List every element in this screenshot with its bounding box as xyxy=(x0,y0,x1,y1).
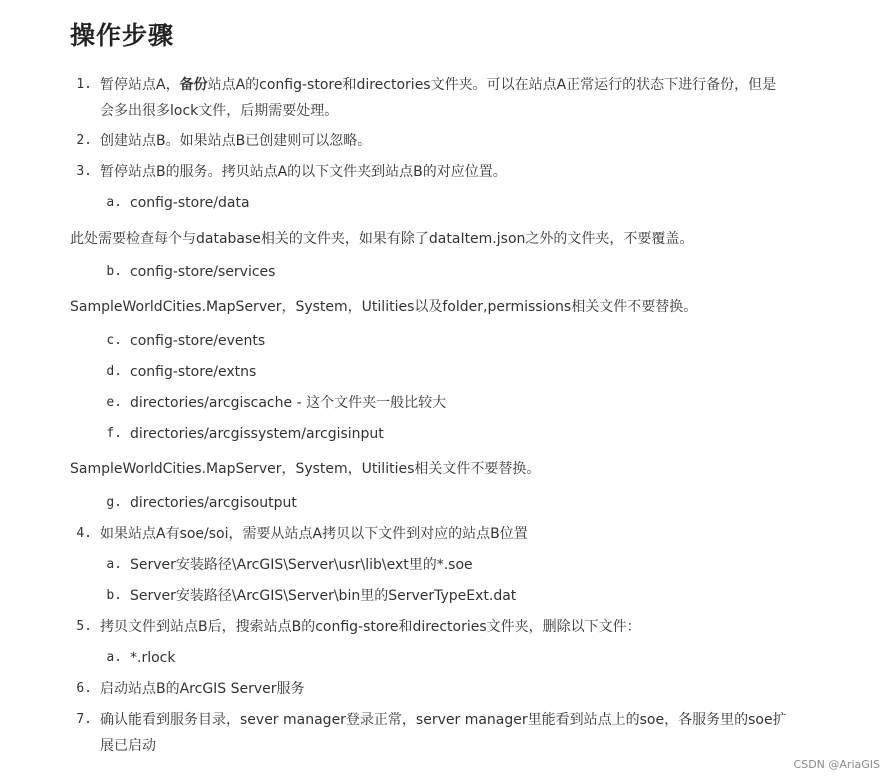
step-number: 5. xyxy=(76,619,92,634)
sub-item-letter: d. xyxy=(106,364,122,379)
step-number: 1. xyxy=(76,77,92,92)
page-title: 操作步骤 xyxy=(70,21,175,50)
sub-item-text: config-store/data xyxy=(130,195,250,211)
sub-item-letter: a. xyxy=(106,650,122,665)
sub-item-text: config-store/extns xyxy=(130,364,257,380)
sub-item-letter: g. xyxy=(106,495,122,510)
sub-item-text: *.rlock xyxy=(130,650,176,666)
step-number: 7. xyxy=(76,712,92,727)
step-text: 暂停站点B的服务。拷贝站点A的以下文件夹到站点B的对应位置。 xyxy=(100,164,507,180)
step-number: 2. xyxy=(76,133,92,148)
sub-item-text: directories/arcgiscache - 这个文件夹一般比较大 xyxy=(130,395,447,411)
step-text-bold: 备份 xyxy=(179,77,208,93)
sub-item-text: directories/arcgissystem/arcgisinput xyxy=(130,426,384,442)
sub-item-letter: b. xyxy=(106,264,122,279)
sub-item-letter: a. xyxy=(106,557,122,572)
step-text-continued: 展已启动 xyxy=(100,738,156,754)
watermark-text: CSDN @AriaGIS xyxy=(793,758,880,771)
step-number: 3. xyxy=(76,164,92,179)
sub-item-text: Server安装路径\ArcGIS\Server\bin里的ServerTypeExt.dat xyxy=(130,588,517,604)
sub-item-letter: f. xyxy=(106,426,122,441)
sub-item-text: config-store/services xyxy=(130,264,276,280)
sub-item-text: Server安装路径\ArcGIS\Server\usr\lib\ext里的*.soe xyxy=(130,557,473,573)
note-paragraph: SampleWorldCities.MapServer，System，Utilities以及folder,permissions相关文件不要替换。 xyxy=(70,299,698,315)
step-text: 创建站点B。如果站点B已创建则可以忽略。 xyxy=(100,133,372,149)
sub-item-letter: b. xyxy=(106,588,122,603)
sub-item-text: directories/arcgisoutput xyxy=(130,495,297,511)
step-text-pre: 暂停站点A， xyxy=(100,77,180,93)
step-text xyxy=(100,74,776,96)
note-paragraph: SampleWorldCities.MapServer，System，Utilities相关文件不要替换。 xyxy=(70,461,541,477)
step-number: 4. xyxy=(76,526,92,541)
step-text: 启动站点B的ArcGIS Server服务 xyxy=(100,681,305,697)
step-text: 如果站点A有soe/soi，需要从站点A拷贝以下文件到对应的站点B位置 xyxy=(100,526,528,542)
sub-item-letter: c. xyxy=(106,333,122,348)
step-text-post: 站点A的config-store和directories文件夹。可以在站点A正常运行的状态下进行备份，但是 xyxy=(207,77,777,93)
step-number: 6. xyxy=(76,681,92,696)
step-text: 拷贝文件到站点B后，搜索站点B的config-store和directories文件夹，删除以下文件： xyxy=(100,619,641,635)
sub-item-letter: e. xyxy=(106,395,122,410)
step-text-continued: 会多出很多lock文件，后期需要处理。 xyxy=(100,103,339,119)
step-text: 确认能看到服务目录，sever manager登录正常，server manager里能看到站点上的soe，各服务里的soe扩 xyxy=(100,712,787,728)
sub-item-text: config-store/events xyxy=(130,333,266,349)
sub-item-letter: a. xyxy=(106,195,122,210)
note-paragraph: 此处需要检查每个与database相关的文件夹，如果有除了dataItem.json之外的文件夹，不要覆盖。 xyxy=(70,231,694,247)
